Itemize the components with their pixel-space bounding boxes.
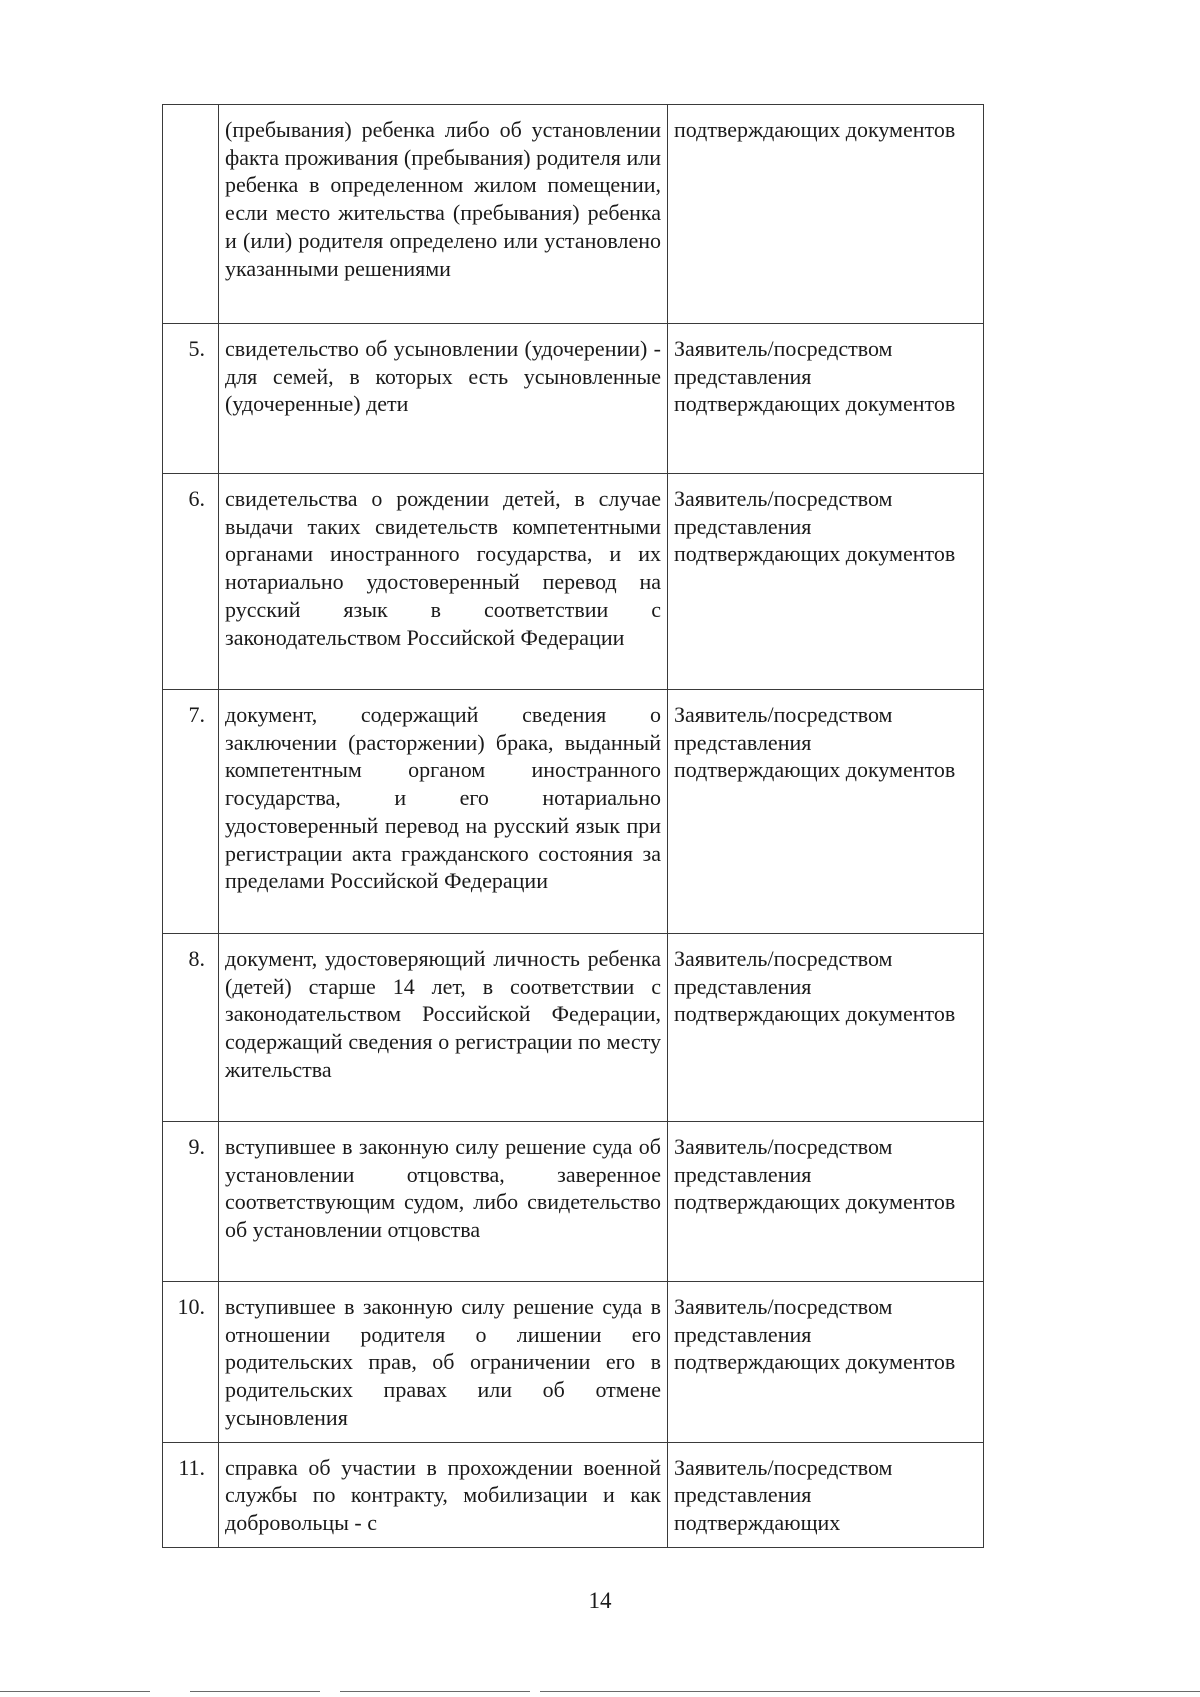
submission-method: Заявитель/посредством представления подтверждающих (668, 1442, 984, 1547)
row-number: 6. (163, 474, 219, 690)
document-description: вступившее в законную силу решение суда в отношении родителя о лишении его родительских прав, об ограничении его в родительских правах или об отмене усыновления (219, 1282, 668, 1443)
row-number: 11. (163, 1442, 219, 1547)
table-row (163, 1442, 984, 1547)
document-description: свидетельства о рождении детей, в случае выдачи таких свидетельств компетентными органами иностранного государства, и их нотариально удостоверенный перевод на русский язык в соответствии с законодательством Российской Федерации (219, 474, 668, 690)
scan-edge-line (190, 1691, 320, 1692)
table-row (163, 690, 984, 934)
document-description: (пребывания) ребенка либо об установлении факта проживания (пребывания) родителя или ребенка в определенном жилом помещении, если место жительства (пребывания) ребенка и (или) родителя определено или установлено указанными решениями (219, 105, 668, 324)
table-row (163, 324, 984, 474)
row-number (163, 105, 219, 324)
scan-edge-line (340, 1691, 530, 1692)
submission-method: Заявитель/посредством представления подтверждающих документов (668, 1282, 984, 1443)
submission-method: Заявитель/посредством представления подтверждающих документов (668, 474, 984, 690)
row-number: 8. (163, 934, 219, 1122)
submission-method: Заявитель/посредством представления подтверждающих документов (668, 934, 984, 1122)
row-number: 10. (163, 1282, 219, 1443)
submission-method: Заявитель/посредством представления подтверждающих документов (668, 324, 984, 474)
document-description: справка об участии в прохождении военной службы по контракту, мобилизации и как добровольцы - с (219, 1442, 668, 1547)
row-number: 5. (163, 324, 219, 474)
row-number: 7. (163, 690, 219, 934)
documents-table (162, 104, 984, 1548)
table-row (163, 1282, 984, 1443)
scan-edge-line (540, 1691, 1200, 1692)
document-description: документ, удостоверяющий личность ребенка (детей) старше 14 лет, в соответствии с законодательством Российской Федерации, содержащий сведения о регистрации по месту жительства (219, 934, 668, 1122)
scan-edge-line (0, 1691, 150, 1692)
document-description: документ, содержащий сведения о заключении (расторжении) брака, выданный компетентным органом иностранного государства, и его нотариально удостоверенный перевод на русский язык при регистрации акта гражданского состояния за пределами Российской Федерации (219, 690, 668, 934)
page-number: 14 (588, 1588, 612, 1613)
table-row (163, 105, 984, 324)
table-row (163, 474, 984, 690)
document-description: вступившее в законную силу решение суда об установлении отцовства, заверенное соответствующим судом, либо свидетельство об установлении отцовства (219, 1122, 668, 1282)
document-description: свидетельство об усыновлении (удочерении) - для семей, в которых есть усыновленные (удочеренные) дети (219, 324, 668, 474)
submission-method: Заявитель/посредством представления подтверждающих документов (668, 1122, 984, 1282)
table-row (163, 934, 984, 1122)
table-row (163, 1122, 984, 1282)
submission-method: подтверждающих документов (668, 105, 984, 324)
submission-method: Заявитель/посредством представления подтверждающих документов (668, 690, 984, 934)
row-number: 9. (163, 1122, 219, 1282)
